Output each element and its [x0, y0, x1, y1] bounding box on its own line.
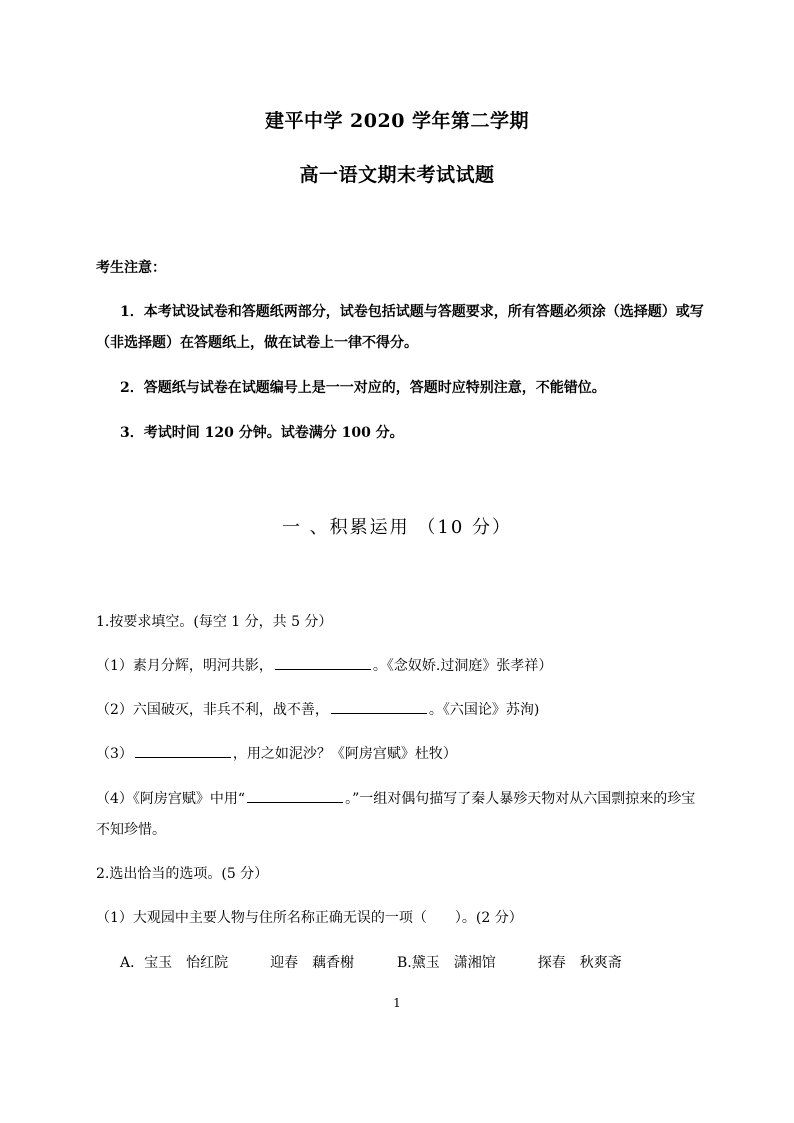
exam-title: 高一语文期末考试试题	[299, 164, 495, 186]
question-1-item-4-line-2: 不知珍惜。	[96, 822, 166, 838]
item-1-text-before: （1）素月分辉，明河共影，	[96, 658, 273, 674]
notice-item-1-line-1: 1．本考试设试卷和答题纸两部分，试卷包括试题与答题要求，所有答题必须涂（选择题）或写	[120, 304, 704, 320]
item-1-text-after: 。《念奴娇.过洞庭》张孝祥）	[372, 658, 553, 674]
notice-item-1-line-2: （非选择题）在答题纸上，做在试卷上一律不得分。	[96, 335, 418, 351]
item-4-text-before: （4）《阿房宫赋》中用“	[96, 791, 246, 807]
question-1-item-3	[96, 743, 457, 763]
question-1-stem: 1.按要求填空。(每空 1 分，共 5 分）	[96, 614, 333, 630]
notice-heading: 考生注意：	[96, 260, 166, 276]
item-2-text-after: 。《六国论》苏洵)	[428, 702, 540, 718]
question-2-sub-1: （1）大观园中主要人物与住所名称正确无误的一项（ ）。(2 分）	[96, 910, 523, 926]
page-number: 1	[393, 996, 401, 1010]
option-a: A．宝玉 怡红院 迎春 藕香榭	[120, 955, 355, 971]
option-b: B.黛玉 潇湘馆 探春 秋爽斋	[397, 955, 622, 971]
question-1-item-4	[96, 788, 695, 808]
notice-item-2: 2．答题纸与试卷在试题编号上是一一对应的，答题时应特别注意，不能错位。	[120, 380, 606, 396]
section-1-title: 一 、积累运用 （10 分）	[281, 517, 513, 538]
notice-item-3: 3．考试时间 120 分钟。试卷满分 100 分。	[120, 425, 404, 441]
question-1-item-2	[96, 699, 539, 719]
answer-blank	[247, 790, 343, 803]
question-1-item-1	[96, 655, 552, 675]
item-4-text-after: 。”一组对偶句描写了秦人暴殄天物对从六国剽掠来的珍宝	[345, 791, 696, 807]
question-2-stem: 2.选出恰当的选项。(5 分）	[96, 866, 269, 882]
item-2-text-before: （2）六国破灭，非兵不利，战不善，	[96, 702, 329, 718]
answer-blank	[275, 657, 371, 670]
item-3-text-before: （3）	[96, 746, 133, 762]
answer-blank	[331, 701, 427, 714]
school-title: 建平中学 2020 学年第二学期	[264, 110, 530, 132]
answer-blank	[135, 745, 231, 758]
item-3-text-after: ，用之如泥沙？《阿房宫赋》杜牧）	[232, 746, 457, 762]
